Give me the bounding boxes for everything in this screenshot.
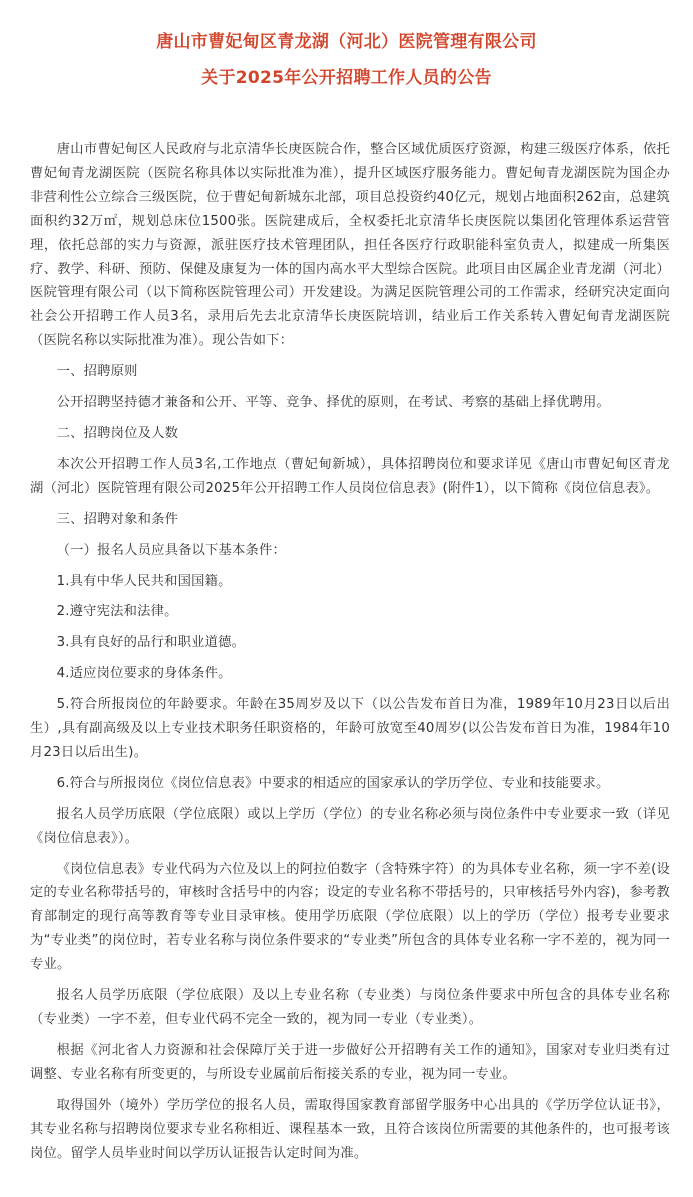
- body-paragraph: 报名人员学历底限（学位底限）及以上专业名称（专业类）与岗位条件要求中所包含的具体专业名称（专业类）一字不差，但专业代码不完全一致的，视为同一专业（专业类）。: [30, 988, 670, 1027]
- body-paragraph: 报名人员学历底限（学位底限）或以上学历（学位）的专业名称必须与岗位条件中专业要求一致（详见《岗位信息表》）。: [30, 806, 670, 846]
- condition-item: 4.适应岗位要求的身体条件。: [56, 666, 232, 682]
- condition-item: 6.符合与所报岗位《岗位信息表》中要求的相适应的国家承认的学历学位、专业和技能要求。: [56, 775, 610, 791]
- condition-item: 2.遵守宪法和法律。: [56, 604, 178, 620]
- announcement-title: 关于2025年公开招聘工作人员的公告: [201, 68, 492, 88]
- condition-item: 1.具有中华人民共和国国籍。: [56, 573, 232, 589]
- section-heading-principles: 一、招聘原则: [56, 364, 138, 380]
- section-heading-positions: 二、招聘岗位及人数: [56, 425, 179, 441]
- condition-item: 3.具有良好的品行和职业道德。: [56, 635, 246, 651]
- body-paragraph: 根据《河北省人力资源和社会保障厅关于进一步做好公开招聘有关工作的通知》，国家对专业归类有过调整、专业名称有所变更的，与所设专业属前后衔接关系的专业，视为同一专业。: [30, 1042, 670, 1082]
- positions-paragraph: 本次公开招聘工作人员3名,工作地点（曹妃甸新城），具体招聘岗位和要求详见《唐山市曹妃甸区青龙湖（河北）医院管理有限公司2025年公开招聘工作人员岗位信息表》(附件1），以下简称《岗位信息表》。: [30, 456, 670, 496]
- condition-item: 5.符合所报岗位的年龄要求。年龄在35周岁及以下（以公告发布首日为准，1989年10月23日以后出生）,具有副高级及以上专业技术职务任职资格的，年龄可放宽至40周岁(以公告发布首日为准，1984年10月23日以后出生)。: [30, 697, 670, 760]
- body-paragraph: 取得国外（境外）学历学位的报名人员，需取得国家教育部留学服务中心出具的《学历学位认证书》，其专业名称与招聘岗位要求专业名称相近、课程基本一致，且符合该岗位所需要的其他条件的，也可报考该岗位。留学人员毕业时间以学历认证报告认定时间为准。: [30, 1097, 670, 1161]
- intro-paragraph: 唐山市曹妃甸区人民政府与北京清华长庚医院合作，整合区域优质医疗资源，构建三级医疗体系，依托曹妃甸青龙湖医院（医院名称具体以实际批准为准），提升区域医疗服务能力。曹妃甸青龙湖医院为国企办非营利性公立综合三级医院，位于曹妃甸新城东北部，项目总投资约40亿元，规划占地面积262亩，总建筑面积约32万㎡，规划总床位1500张。医院建成后，全权委托北京清华长庚医院以集团化管理体系运营管理，依托总部的实力与资源，派驻医疗技术管理团队，担任各医疗行政职能科室负责人，拟建成一所集医疗、教学、科研、预防、保健及康复为一体的国内高水平大型综合医院。此项目由区属企业青龙湖（河北）医院管理有限公司（以下简称医院管理公司）开发建设。为满足医院管理公司的工作需求，经研究决定面向社会公开招聘工作人员3名，录用后先去北京清华长庚医院培训，结业后工作关系转入曹妃甸青龙湖医院（医院名称以实际批准为准）。现公告如下：: [30, 142, 670, 349]
- section-heading-eligibility: 三、招聘对象和条件: [56, 511, 179, 527]
- body-paragraph: 《岗位信息表》专业代码为六位及以上的阿拉伯数字（含特殊字符）的为具体专业名称，须一字不差(设定的专业名称带括号的，审核时含括号中的内容；设定的专业名称不带括号的，只审核括号外内容)，参考教育部制定的现行高等教育等专业目录审核。使用学历底限（学位底限）以上的学历（学位）报考专业要求为“专业类”的岗位时，若专业名称与岗位条件要求的“专业类”所包含的具体专业名称一字不差的，视为同一专业。: [30, 861, 670, 973]
- principles-paragraph: 公开招聘坚持德才兼备和公开、平等、竞争、择优的原则，在考试、考察的基础上择优聘用。: [56, 395, 610, 411]
- announcement-body: [30, 138, 670, 1172]
- subsection-heading-basic-conditions: （一）报名人员应具备以下基本条件：: [56, 542, 287, 558]
- company-title: 唐山市曹妃甸区青龙湖（河北）医院管理有限公司: [156, 32, 537, 52]
- announcement-header: [0, 24, 693, 96]
